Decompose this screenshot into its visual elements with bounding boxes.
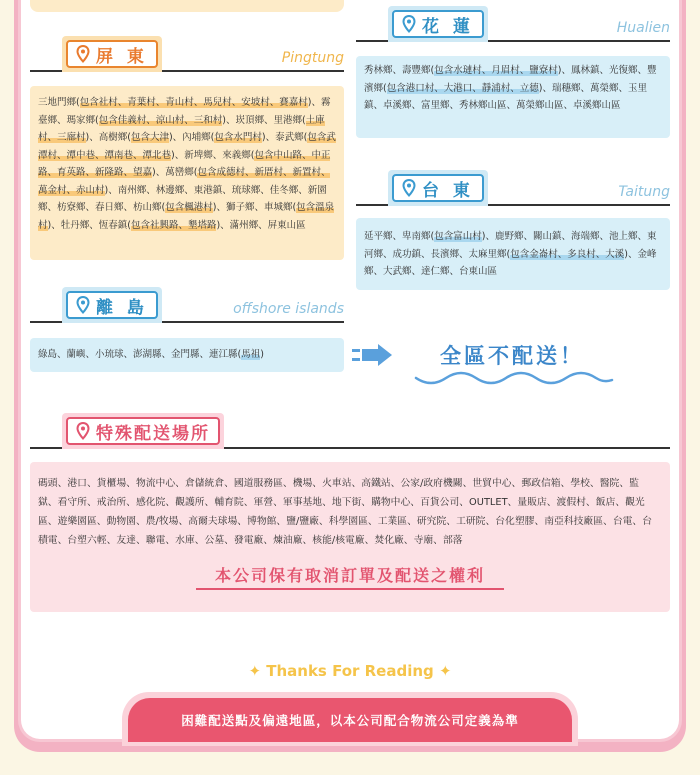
region-name: 花 蓮	[422, 16, 474, 37]
highlighted-area-text: 包含溫泉村	[38, 202, 335, 231]
area-text: )、萬巒鄉(	[152, 167, 198, 178]
pingtung-tag	[62, 36, 162, 72]
taitung-header	[356, 170, 670, 206]
area-text: )、崁頂鄉、里港鄉(	[222, 114, 306, 126]
area-text: )、內埔鄉(	[168, 132, 215, 143]
highlighted-area-text: 包含金崙村、多良村、大溪	[510, 248, 625, 260]
area-text: )、泰武鄉(	[261, 132, 308, 143]
taitung-area-list	[364, 228, 664, 281]
highlighted-area-text: 馬祖	[241, 349, 261, 360]
hualien-area-list	[364, 62, 664, 115]
offshore-area-list	[38, 346, 338, 364]
pingtung-area-box	[30, 86, 344, 260]
area-text: )、瑞穗鄉、萬榮鄉、玉里鎮、卓溪鄉、富里鄉、秀林鄉山區、萬榮鄉山區、卓溪鄉山區	[364, 82, 647, 111]
location-pin-icon	[76, 296, 90, 314]
highlighted-area-text: 包含水璉村、月眉村、鹽寮村	[434, 65, 558, 76]
highlighted-area-text: 包含港口村、大港口、靜浦村、立德	[386, 82, 539, 94]
area-text: 延平鄉、卑南鄉(	[364, 231, 435, 242]
special-header	[30, 413, 670, 449]
pingtung-area-list	[38, 94, 338, 234]
offshore-area-box	[30, 338, 344, 372]
no-delivery-notice: 全區不配送！	[440, 344, 584, 368]
special-tag	[62, 413, 224, 449]
area-text: )、獅子鄉、車城鄉(	[212, 202, 297, 213]
area-text: )、霧臺鄉、瑪家鄉(	[38, 97, 331, 126]
area-text: )、金峰鄉、大武鄉、達仁鄉、台東山區	[364, 248, 657, 277]
area-text: )、滿州鄉、屏東山區	[216, 219, 306, 231]
location-pin-icon	[402, 15, 416, 33]
area-text: 綠島、蘭嶼、小琉球、澎湖縣、金門縣、連江縣(	[38, 349, 242, 360]
footer-note: 困難配送點及偏遠地區，以本公司配合物流公司定義為準	[128, 698, 572, 742]
region-name: 離 島	[96, 297, 148, 318]
previous-section-box	[30, 0, 344, 12]
hualien-area-box	[356, 56, 670, 138]
area-text: 三地門鄉(	[38, 97, 80, 108]
location-pin-icon	[402, 179, 416, 197]
taitung-area-box	[356, 218, 670, 290]
location-pin-icon	[76, 422, 90, 440]
wave-decoration	[414, 370, 614, 388]
pingtung-header	[30, 36, 344, 72]
area-text: )、鹿野鄉、關山鎮、海端鄉、池上鄉、東河鄉、成功鎮、長濱鄉、太麻里鄉(	[364, 231, 657, 260]
special-area-list: 碼頭、港口、貨櫃場、物流中心、倉儲統倉、國道服務區、機場、火車站、高鐵站、公家/政府機關、世貿中心、郵政信箱、學校、醫院、監獄、看守所、戒治所、感化院、觀護所、輔育院、軍營、軍事基地、地下街、購物中心、百貨公司、OUTLET、量販店、渡假村、飯店、觀光區、遊樂園區、動物園、農/牧場、高爾夫球場、博物館、鹽/鹽廠、科學園區、工業區、研究院、工研院、台化塑膠、南亞科技廠區、台電、台積電、台塑六輕、友達、聯電、水庫、公墓、發電廠、煉油廠、核能/核電廠、焚化廠、寺廟、部落	[38, 478, 653, 546]
area-text: 秀林鄉、壽豐鄉(	[364, 65, 435, 76]
highlighted-area-text: 包含富山村	[434, 231, 482, 242]
offshore-header	[30, 287, 344, 323]
region-english-name: Taitung	[618, 184, 670, 200]
highlighted-area-text: 包含中山路、中正路、育英路、新隆路、望嘉	[38, 149, 331, 178]
region-name: 特殊配送場所	[96, 423, 210, 444]
hualien-tag	[388, 6, 488, 42]
arrow-right-icon	[350, 343, 394, 367]
highlighted-area-text: 包含社村、青葉村、青山村、馬兒村、安坡村、賽嘉村	[79, 97, 308, 108]
highlighted-area-text: 包含楓港村	[165, 202, 213, 213]
highlighted-area-text: 包含佳義村、涼山村、三和村	[98, 114, 223, 126]
area-text: )、高樹鄉(	[85, 132, 131, 143]
area-text: )、南州鄉、林邊鄉、東港鎮、琉球鄉、佳冬鄉、新園鄉、枋寮鄉、春日鄉、枋山鄉(	[38, 184, 327, 213]
area-text: )、鳳林鎮、光復鄉、豐濱鄉(	[364, 65, 657, 94]
highlighted-area-text: 土庫村、三廍村	[38, 114, 325, 143]
rights-notice: 本公司保有取消訂單及配送之權利	[214, 566, 485, 585]
area-text: )、新埤鄉、來義鄉(	[171, 149, 255, 161]
highlighted-area-text: 包含社興路、墾塔路	[130, 219, 217, 231]
area-text: )	[260, 349, 264, 360]
location-pin-icon	[76, 45, 90, 63]
region-english-name: Pingtung	[281, 50, 344, 66]
region-name: 台 東	[422, 180, 474, 201]
area-text: )、牡丹鄉、恆春鎮(	[47, 219, 131, 231]
highlighted-area-text: 包含水門村	[214, 132, 262, 143]
region-name: 屏 東	[96, 46, 148, 67]
hualien-header	[356, 6, 670, 42]
region-english-name: Hualien	[616, 20, 670, 36]
offshore-tag	[62, 287, 162, 323]
thanks-for-reading: ✦ Thanks For Reading ✦	[248, 662, 452, 680]
highlighted-area-text: 包含武潭村、潭中巷、潭南巷、潭北巷	[38, 132, 336, 161]
rights-underline	[196, 588, 504, 590]
region-english-name: offshore islands	[233, 301, 344, 317]
taitung-tag	[388, 170, 488, 206]
highlighted-area-text: 包含大津	[130, 132, 169, 143]
highlighted-area-text: 包含成德村、新厝村、新置村、萬金村、赤山村	[38, 167, 331, 196]
